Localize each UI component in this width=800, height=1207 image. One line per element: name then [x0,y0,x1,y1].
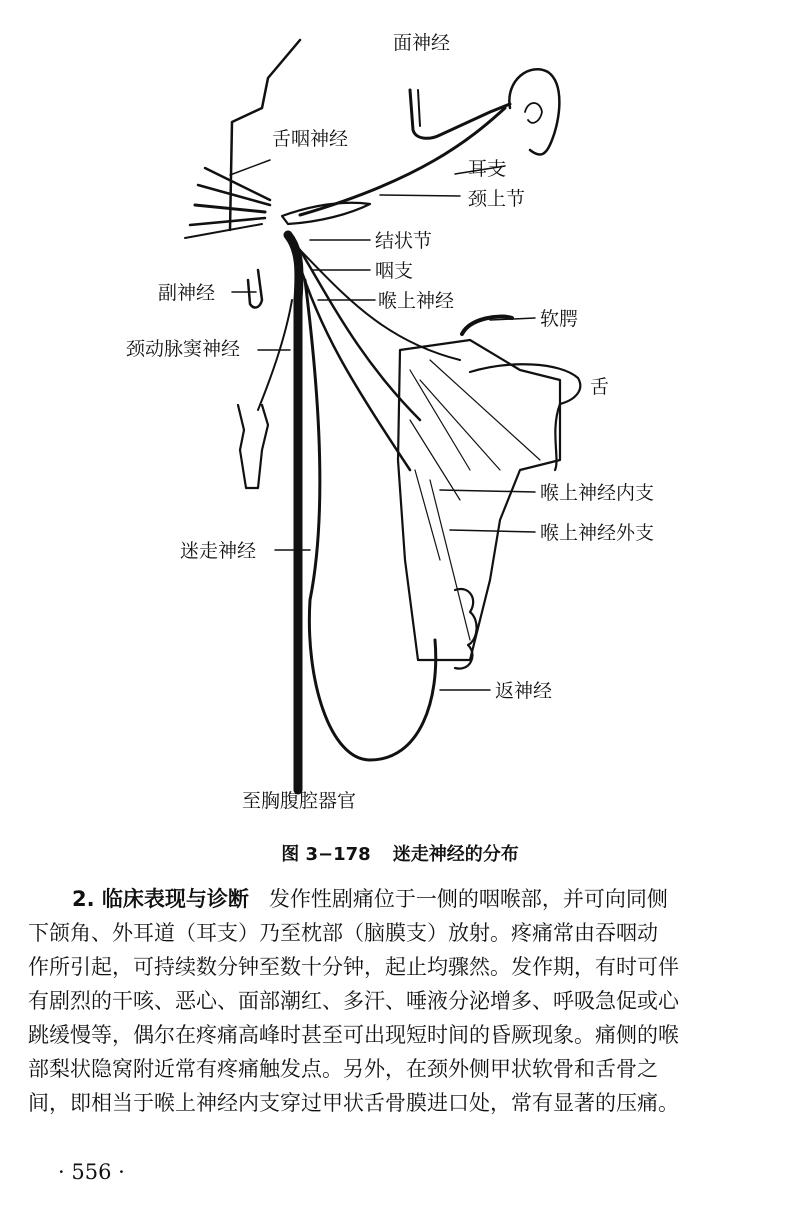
larynx-drawing [398,340,560,660]
label-soft-palate: 软腭 [540,308,579,330]
figure-caption [0,840,800,866]
label-to-organs: 至胸腹腔器官 [242,790,357,812]
caption-number: 图 3−178 [281,844,371,865]
paragraph-line: 跳缓慢等，偶尔在疼痛高峰时甚至可出现短时间的昏厥现象。痛侧的喉 [28,1023,679,1047]
vagus-trunk-drawing [288,235,299,790]
carotid-artery-drawing [238,405,268,488]
label-facial-nerve: 面神经 [393,32,451,54]
trachea-drawing [455,589,477,669]
label-vagus-nerve: 迷走神经 [180,540,257,562]
label-external-branch: 喉上神经外支 [540,522,655,544]
label-glossopharyngeal-nerve: 舌咽神经 [272,128,349,150]
paragraph-line: 作所引起，可持续数分钟至数十分钟，起止均骤然。发作期，有时可伴 [28,955,679,979]
label-superior-cervical-ganglion: 颈上节 [468,188,526,210]
page-number: · 556 · [58,1160,125,1184]
ear-drawing [509,69,559,154]
label-auricular-branch: 耳支 [468,158,507,180]
paragraph-line-1 [28,882,776,916]
facial-nerve-drawing [410,90,510,138]
label-accessory-nerve: 副神经 [158,282,216,304]
label-nodose-ganglion: 结状节 [375,230,433,252]
section-heading: 2. 临床表现与诊断 [72,887,249,911]
label-recurrent-nerve: 返神经 [495,680,553,702]
label-internal-branch: 喉上神经内支 [540,482,655,504]
recurrent-nerve-drawing [305,280,436,760]
label-pharyngeal-branch: 咽支 [375,260,414,282]
label-superior-laryngeal-nerve: 喉上神经 [378,290,455,312]
caption-title: 迷走神经的分布 [392,844,519,865]
accessory-nerve-drawing [248,270,262,307]
paragraph-line: 下颌角、外耳道（耳支）乃至枕部（脑膜支）放射。疼痛常由吞咽动 [28,921,658,945]
paragraph-line: 部梨状隐窝附近常有疼痛触发点。另外，在颈外侧甲状软骨和舌骨之 [28,1057,658,1081]
paragraph-text: 发作性剧痛位于一侧的咽喉部，并可向同侧 [268,887,668,911]
paragraph-line: 有剧烈的干咳、恶心、面部潮红、多汗、唾液分泌增多、呼吸急促或心 [28,989,679,1013]
body-paragraph [28,882,776,1120]
label-carotid-sinus-nerve: 颈动脉窦神经 [126,338,241,360]
paragraph-line: 间，即相当于喉上神经内支穿过甲状舌骨膜进口处，常有显著的压痛。 [28,1091,679,1115]
label-tongue: 舌 [590,376,610,398]
